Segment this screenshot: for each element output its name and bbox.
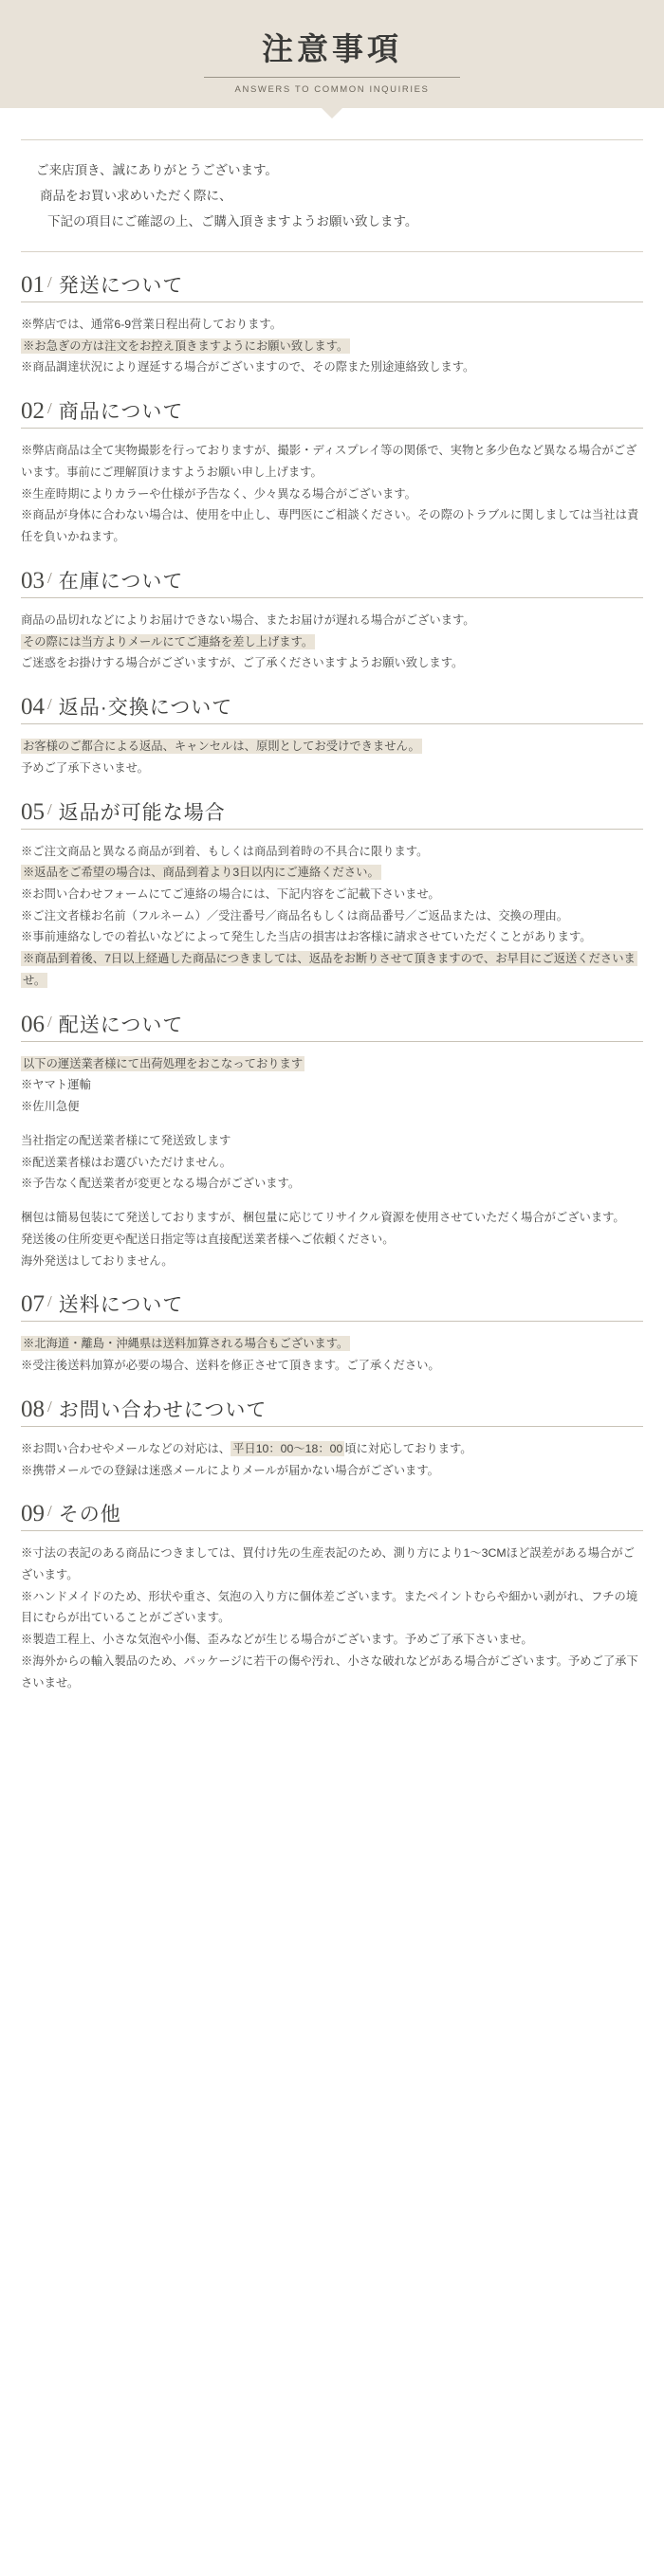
sections-container	[0, 252, 664, 1693]
body-line: ※商品調達状況により遅延する場合がございますので、その際また別途連絡致します。	[21, 360, 475, 375]
section-slash: /	[47, 1292, 52, 1311]
section-number: 04	[21, 694, 45, 721]
section-slash: /	[47, 1502, 52, 1521]
section-heading	[21, 1292, 643, 1322]
section-heading	[21, 399, 643, 429]
body-line: ご迷惑をお掛けする場合がございますが、ご了承くださいますようお願い致します。	[21, 656, 464, 670]
highlighted-text: ※北海道・離島・沖縄県は送料加算される場合もございます。	[23, 1337, 349, 1351]
header-arrow-wrap	[0, 108, 664, 119]
section-body	[21, 1333, 643, 1376]
body-line: ※製造工程上、小さな気泡や小傷、歪みなどが生じる場合がございます。予めご了承下さいませ。	[21, 1633, 533, 1647]
section-slash: /	[47, 399, 52, 418]
section-number: 02	[21, 398, 45, 425]
body-line: ※商品が身体に合わない場合は、使用を中止し、専門医にご相談ください。その際のトラブルに関しましては当社は責任を負いかねます。	[21, 508, 639, 544]
section-heading	[21, 1502, 643, 1531]
section-06	[21, 992, 643, 1272]
section-title: 発送について	[58, 275, 184, 297]
body-line: ※お問い合わせフォームにてご連絡の場合には、下記内容をご記載下さいませ。	[21, 887, 440, 902]
section-01	[21, 252, 643, 378]
section-slash: /	[47, 1012, 52, 1031]
body-line	[21, 1053, 643, 1075]
body-line: 海外発送はしておりません。	[21, 1253, 174, 1268]
section-slash: /	[47, 695, 52, 714]
section-heading	[21, 569, 643, 598]
section-title: 送料について	[58, 1294, 184, 1317]
body-line: ※生産時期によりカラーや仕様が予告なく、少々異なる場合がございます。	[21, 486, 416, 501]
section-body	[21, 1207, 643, 1271]
section-body	[21, 1438, 643, 1481]
body-line: ※お問い合わせやメールなどの対応は、 平日10：00～18：00 頃に対応しております。	[21, 1441, 472, 1455]
highlighted-text: ※商品到着後、7日以上経過した商品につきましては、返品をお断りさせて頂きますので、お早目にご返送くださいませ。	[23, 952, 636, 987]
intro-box	[21, 139, 643, 252]
body-line: ※ハンドメイドのため、形状や重さ、気泡の入り方に個体差ございます。またペイントむらや細かい剥がれ、フチの境目にむらが出ていることがございます。	[21, 1589, 638, 1625]
highlighted-text: ※返品をご希望の場合は、商品到着より3日以内にご連絡ください。	[23, 866, 379, 880]
highlighted-text: 以下の運送業者様にて出荷処理をおこなっております	[23, 1056, 304, 1070]
section-heading	[21, 273, 643, 302]
section-body	[21, 841, 643, 992]
page-title: 注意事項	[262, 33, 402, 67]
section-slash: /	[47, 568, 52, 587]
section-number: 09	[21, 1501, 45, 1527]
intro-line-3: 下記の項目にご確認の上、ご購入頂きますようお願い致します。	[47, 214, 418, 228]
section-body	[21, 1543, 643, 1693]
body-line: ※ご注文商品と異なる商品が到着、もしくは商品到着時の不具合に限ります。	[21, 844, 429, 858]
body-line: ※携帯メールでの登録は迷惑メールによりメールが届かない場合がございます。	[21, 1463, 439, 1477]
section-title: お問い合わせについて	[58, 1398, 267, 1421]
body-line: 梱包は簡易包装にて発送しておりますが、梱包量に応じてリサイクル資源を使用させていただく場合がございます。	[21, 1211, 625, 1225]
section-number: 08	[21, 1396, 45, 1422]
down-arrow-icon	[322, 108, 342, 119]
section-09	[21, 1481, 643, 1693]
section-body	[21, 1053, 643, 1118]
spacer	[21, 1118, 643, 1130]
highlighted-text: ※お急ぎの方は注文をお控え頂きますようにお願い致します。	[23, 338, 349, 353]
body-line	[21, 336, 643, 357]
body-line: ※弊店商品は全て実物撮影を行っておりますが、撮影・ディスプレイ等の関係で、実物と多少色など異なる場合がございます。事前にご理解頂けますようお願い申し上げます。	[21, 444, 637, 479]
section-number: 07	[21, 1291, 45, 1318]
body-line	[21, 948, 643, 991]
section-title: 返品·交換について	[58, 697, 233, 720]
section-02	[21, 378, 643, 548]
body-line: ※事前連絡なしでの着払いなどによって発生した当店の損害はお客様に請求させていただくことがあります。	[21, 930, 592, 944]
highlighted-text: 平日10：00～18：00	[232, 1441, 343, 1455]
section-heading	[21, 1013, 643, 1042]
body-line: ※ご注文者様お名前（フルネーム）／受注番号／商品名もしくは商品番号／ご返品または、交換の理由。	[21, 908, 569, 923]
section-04	[21, 674, 643, 778]
page-subtitle: ANSWERS TO COMMON INQUIRIES	[234, 84, 430, 95]
section-body	[21, 736, 643, 778]
highlighted-text: その際には当方よりメールにてご連絡を差し上げます。	[23, 634, 314, 649]
section-body	[21, 610, 643, 674]
section-slash: /	[47, 273, 52, 291]
body-line: 商品の品切れなどによりお届けできない場合、またお届けが遅れる場合がございます。	[21, 612, 475, 627]
section-heading	[21, 1398, 643, 1427]
body-line	[21, 736, 643, 758]
body-line: ※弊店では、通常6-9営業日程出荷しております。	[21, 318, 283, 331]
body-line	[21, 862, 643, 884]
page-header	[0, 0, 664, 108]
body-line	[21, 631, 643, 653]
section-number: 05	[21, 798, 45, 825]
body-line: ※配送業者様はお選びいただけません。	[21, 1155, 232, 1169]
section-07	[21, 1271, 643, 1376]
section-number: 01	[21, 272, 45, 298]
section-title: 返品が可能な場合	[58, 801, 226, 824]
body-line: 発送後の住所変更や配送日指定等は直接配送業者様へご依頼ください。	[21, 1232, 395, 1246]
section-title: 商品について	[58, 401, 184, 424]
body-line: 予めご了承下さいませ。	[21, 760, 149, 775]
body-line: ※ヤマト運輸	[21, 1078, 91, 1092]
highlighted-text: お客様のご都合による返品、キャンセルは、原則としてお受けできません。	[23, 740, 420, 754]
intro-line-2: 商品をお買い求めいただく際に、	[40, 189, 232, 203]
section-body	[21, 1130, 643, 1195]
section-title: 配送について	[58, 1014, 184, 1036]
section-body	[21, 440, 643, 548]
section-number: 03	[21, 567, 45, 594]
section-title: その他	[58, 1504, 121, 1526]
section-08	[21, 1377, 643, 1481]
section-05	[21, 779, 643, 992]
title-divider	[204, 77, 460, 108]
body-line: ※海外からの輸入製品のため、パッケージに若干の傷や汚れ、小さな破れなどがある場合がございます。予めご了承下さいませ。	[21, 1653, 638, 1690]
body-line: ※佐川急便	[21, 1100, 80, 1114]
body-line	[21, 1333, 643, 1355]
body-line: ※寸法の表記のある商品につきましては、買付け先の生産表記のため、測り方により1～3CMほど誤差がある場合がございます。	[21, 1546, 635, 1581]
body-line: ※予告なく配送業者が変更となる場合がございます。	[21, 1177, 301, 1191]
section-slash: /	[47, 799, 52, 818]
section-heading	[21, 800, 643, 830]
section-slash: /	[47, 1397, 52, 1416]
section-03	[21, 548, 643, 674]
body-line: ※受注後送料加算が必要の場合、送料を修正させて頂きます。ご了承ください。	[21, 1359, 440, 1373]
section-heading	[21, 695, 643, 724]
section-title: 在庫について	[58, 570, 184, 593]
section-number: 06	[21, 1011, 45, 1037]
section-body	[21, 314, 643, 378]
spacer	[21, 1195, 643, 1207]
body-line: 当社指定の配送業者様にて発送致します	[21, 1133, 231, 1147]
intro-line-1: ご来店頂き、誠にありがとうございます。	[36, 163, 278, 177]
